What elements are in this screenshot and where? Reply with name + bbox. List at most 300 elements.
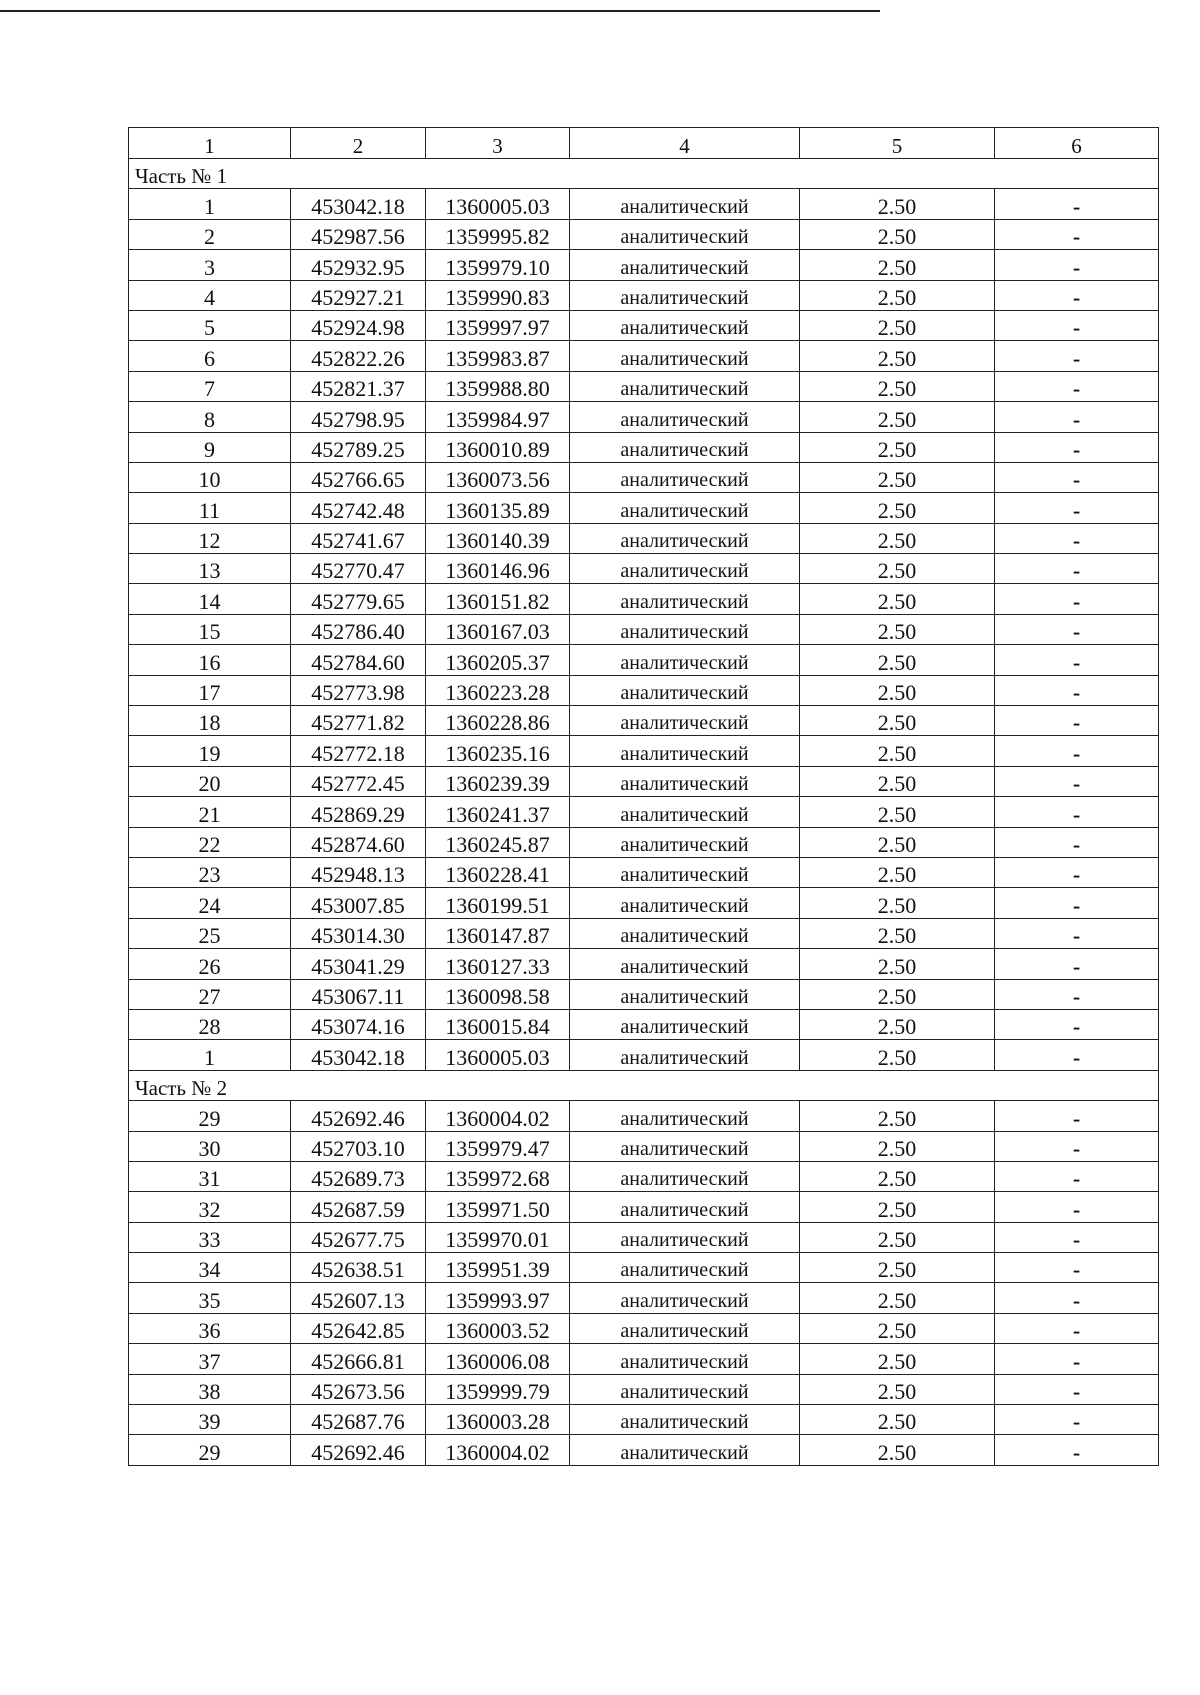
x-coordinate-cell: 452742.48	[291, 493, 426, 523]
method-cell: аналитический	[570, 250, 800, 280]
table-row	[129, 1313, 1159, 1343]
description-cell: -	[995, 1435, 1159, 1465]
y-coordinate-cell: 1359990.83	[426, 280, 570, 310]
accuracy-cell: 2.50	[800, 1161, 995, 1191]
description-cell: -	[995, 189, 1159, 219]
description-cell: -	[995, 462, 1159, 492]
point-number-cell: 32	[129, 1192, 291, 1222]
accuracy-cell: 2.50	[800, 675, 995, 705]
description-cell: -	[995, 1009, 1159, 1039]
accuracy-cell: 2.50	[800, 1374, 995, 1404]
point-number-cell: 38	[129, 1374, 291, 1404]
accuracy-cell: 2.50	[800, 341, 995, 371]
point-number-cell: 8	[129, 402, 291, 432]
accuracy-cell: 2.50	[800, 645, 995, 675]
table-row	[129, 1192, 1159, 1222]
accuracy-cell: 2.50	[800, 493, 995, 523]
y-coordinate-cell: 1360147.87	[426, 918, 570, 948]
table-row	[129, 797, 1159, 827]
accuracy-cell: 2.50	[800, 979, 995, 1009]
point-number-cell: 22	[129, 827, 291, 857]
accuracy-cell: 2.50	[800, 584, 995, 614]
point-number-cell: 31	[129, 1161, 291, 1191]
table-row	[129, 1161, 1159, 1191]
point-number-cell: 12	[129, 523, 291, 553]
description-cell: -	[995, 432, 1159, 462]
point-number-cell: 1	[129, 189, 291, 219]
method-cell: аналитический	[570, 1313, 800, 1343]
table-row	[129, 402, 1159, 432]
accuracy-cell: 2.50	[800, 827, 995, 857]
method-cell: аналитический	[570, 857, 800, 887]
description-cell: -	[995, 1161, 1159, 1191]
y-coordinate-cell: 1359979.47	[426, 1131, 570, 1161]
accuracy-cell: 2.50	[800, 1405, 995, 1435]
description-cell: -	[995, 797, 1159, 827]
method-cell: аналитический	[570, 675, 800, 705]
x-coordinate-cell: 452987.56	[291, 219, 426, 249]
accuracy-cell: 2.50	[800, 1101, 995, 1131]
description-cell: -	[995, 979, 1159, 1009]
point-number-cell: 39	[129, 1405, 291, 1435]
x-coordinate-cell: 452822.26	[291, 341, 426, 371]
table-row	[129, 584, 1159, 614]
x-coordinate-cell: 452638.51	[291, 1253, 426, 1283]
method-cell: аналитический	[570, 979, 800, 1009]
x-coordinate-cell: 452779.65	[291, 584, 426, 614]
table-row	[129, 1222, 1159, 1252]
y-coordinate-cell: 1360010.89	[426, 432, 570, 462]
point-number-cell: 35	[129, 1283, 291, 1313]
description-cell: -	[995, 219, 1159, 249]
description-cell: -	[995, 706, 1159, 736]
method-cell: аналитический	[570, 614, 800, 644]
table-row	[129, 645, 1159, 675]
description-cell: -	[995, 1313, 1159, 1343]
description-cell: -	[995, 1192, 1159, 1222]
description-cell: -	[995, 584, 1159, 614]
point-number-cell: 25	[129, 918, 291, 948]
accuracy-cell: 2.50	[800, 1192, 995, 1222]
accuracy-cell: 2.50	[800, 371, 995, 401]
y-coordinate-cell: 1360146.96	[426, 554, 570, 584]
description-cell: -	[995, 554, 1159, 584]
method-cell: аналитический	[570, 736, 800, 766]
point-number-cell: 15	[129, 614, 291, 644]
column-number-row	[129, 128, 1159, 159]
method-cell: аналитический	[570, 766, 800, 796]
accuracy-cell: 2.50	[800, 1435, 995, 1465]
description-cell: -	[995, 1222, 1159, 1252]
y-coordinate-cell: 1359971.50	[426, 1192, 570, 1222]
y-coordinate-cell: 1360241.37	[426, 797, 570, 827]
point-number-cell: 1	[129, 1040, 291, 1070]
table-row	[129, 949, 1159, 979]
y-coordinate-cell: 1360003.28	[426, 1405, 570, 1435]
y-coordinate-cell: 1359995.82	[426, 219, 570, 249]
point-number-cell: 14	[129, 584, 291, 614]
part-title: Часть № 2	[129, 1070, 1159, 1100]
accuracy-cell: 2.50	[800, 706, 995, 736]
table-row	[129, 341, 1159, 371]
method-cell: аналитический	[570, 310, 800, 340]
method-cell: аналитический	[570, 827, 800, 857]
point-number-cell: 13	[129, 554, 291, 584]
accuracy-cell: 2.50	[800, 766, 995, 796]
point-number-cell: 4	[129, 280, 291, 310]
point-number-cell: 29	[129, 1101, 291, 1131]
method-cell: аналитический	[570, 189, 800, 219]
method-cell: аналитический	[570, 219, 800, 249]
y-coordinate-cell: 1359993.97	[426, 1283, 570, 1313]
x-coordinate-cell: 452789.25	[291, 432, 426, 462]
table-row	[129, 1253, 1159, 1283]
accuracy-cell: 2.50	[800, 189, 995, 219]
table-row	[129, 1101, 1159, 1131]
method-cell: аналитический	[570, 1161, 800, 1191]
x-coordinate-cell: 453074.16	[291, 1009, 426, 1039]
method-cell: аналитический	[570, 554, 800, 584]
method-cell: аналитический	[570, 280, 800, 310]
y-coordinate-cell: 1359970.01	[426, 1222, 570, 1252]
y-coordinate-cell: 1360006.08	[426, 1344, 570, 1374]
point-number-cell: 9	[129, 432, 291, 462]
point-number-cell: 29	[129, 1435, 291, 1465]
table-row	[129, 462, 1159, 492]
description-cell: -	[995, 1405, 1159, 1435]
accuracy-cell: 2.50	[800, 857, 995, 887]
method-cell: аналитический	[570, 1253, 800, 1283]
column-number-4: 4	[570, 128, 800, 159]
description-cell: -	[995, 675, 1159, 705]
x-coordinate-cell: 452786.40	[291, 614, 426, 644]
accuracy-cell: 2.50	[800, 523, 995, 553]
table-row	[129, 1374, 1159, 1404]
accuracy-cell: 2.50	[800, 432, 995, 462]
y-coordinate-cell: 1359999.79	[426, 1374, 570, 1404]
method-cell: аналитический	[570, 432, 800, 462]
table-row	[129, 766, 1159, 796]
method-cell: аналитический	[570, 645, 800, 675]
point-number-cell: 6	[129, 341, 291, 371]
y-coordinate-cell: 1359951.39	[426, 1253, 570, 1283]
coordinates-table	[128, 127, 1159, 1466]
y-coordinate-cell: 1359984.97	[426, 402, 570, 432]
x-coordinate-cell: 452687.59	[291, 1192, 426, 1222]
x-coordinate-cell: 452948.13	[291, 857, 426, 887]
x-coordinate-cell: 452692.46	[291, 1101, 426, 1131]
point-number-cell: 11	[129, 493, 291, 523]
point-number-cell: 30	[129, 1131, 291, 1161]
point-number-cell: 20	[129, 766, 291, 796]
description-cell: -	[995, 888, 1159, 918]
y-coordinate-cell: 1359988.80	[426, 371, 570, 401]
description-cell: -	[995, 1040, 1159, 1070]
point-number-cell: 16	[129, 645, 291, 675]
table-row	[129, 1435, 1159, 1465]
table-row	[129, 280, 1159, 310]
method-cell: аналитический	[570, 1405, 800, 1435]
y-coordinate-cell: 1360228.41	[426, 857, 570, 887]
x-coordinate-cell: 452692.46	[291, 1435, 426, 1465]
y-coordinate-cell: 1359983.87	[426, 341, 570, 371]
x-coordinate-cell: 452741.67	[291, 523, 426, 553]
point-number-cell: 7	[129, 371, 291, 401]
part-heading-row	[129, 159, 1159, 189]
method-cell: аналитический	[570, 1222, 800, 1252]
description-cell: -	[995, 310, 1159, 340]
y-coordinate-cell: 1360127.33	[426, 949, 570, 979]
y-coordinate-cell: 1360245.87	[426, 827, 570, 857]
part-title: Часть № 1	[129, 159, 1159, 189]
description-cell: -	[995, 1253, 1159, 1283]
y-coordinate-cell: 1360003.52	[426, 1313, 570, 1343]
description-cell: -	[995, 1101, 1159, 1131]
accuracy-cell: 2.50	[800, 280, 995, 310]
point-number-cell: 28	[129, 1009, 291, 1039]
accuracy-cell: 2.50	[800, 1009, 995, 1039]
method-cell: аналитический	[570, 949, 800, 979]
accuracy-cell: 2.50	[800, 1040, 995, 1070]
point-number-cell: 26	[129, 949, 291, 979]
description-cell: -	[995, 918, 1159, 948]
description-cell: -	[995, 949, 1159, 979]
method-cell: аналитический	[570, 888, 800, 918]
x-coordinate-cell: 452703.10	[291, 1131, 426, 1161]
table-row	[129, 706, 1159, 736]
point-number-cell: 19	[129, 736, 291, 766]
description-cell: -	[995, 857, 1159, 887]
y-coordinate-cell: 1360135.89	[426, 493, 570, 523]
point-number-cell: 5	[129, 310, 291, 340]
table-row	[129, 1009, 1159, 1039]
table-row	[129, 614, 1159, 644]
method-cell: аналитический	[570, 462, 800, 492]
y-coordinate-cell: 1359979.10	[426, 250, 570, 280]
x-coordinate-cell: 453041.29	[291, 949, 426, 979]
column-number-5: 5	[800, 128, 995, 159]
x-coordinate-cell: 452770.47	[291, 554, 426, 584]
point-number-cell: 34	[129, 1253, 291, 1283]
y-coordinate-cell: 1360205.37	[426, 645, 570, 675]
point-number-cell: 37	[129, 1344, 291, 1374]
y-coordinate-cell: 1360005.03	[426, 189, 570, 219]
coordinates-sheet	[128, 127, 1158, 1466]
accuracy-cell: 2.50	[800, 1344, 995, 1374]
description-cell: -	[995, 341, 1159, 371]
table-row	[129, 189, 1159, 219]
table-row	[129, 1283, 1159, 1313]
accuracy-cell: 2.50	[800, 1253, 995, 1283]
accuracy-cell: 2.50	[800, 310, 995, 340]
point-number-cell: 2	[129, 219, 291, 249]
accuracy-cell: 2.50	[800, 402, 995, 432]
method-cell: аналитический	[570, 523, 800, 553]
table-row	[129, 1131, 1159, 1161]
accuracy-cell: 2.50	[800, 614, 995, 644]
y-coordinate-cell: 1360098.58	[426, 979, 570, 1009]
x-coordinate-cell: 452773.98	[291, 675, 426, 705]
x-coordinate-cell: 452798.95	[291, 402, 426, 432]
table-row	[129, 219, 1159, 249]
table-row	[129, 250, 1159, 280]
x-coordinate-cell: 452771.82	[291, 706, 426, 736]
accuracy-cell: 2.50	[800, 949, 995, 979]
method-cell: аналитический	[570, 1040, 800, 1070]
table-row	[129, 371, 1159, 401]
accuracy-cell: 2.50	[800, 918, 995, 948]
method-cell: аналитический	[570, 706, 800, 736]
table-row	[129, 736, 1159, 766]
x-coordinate-cell: 452689.73	[291, 1161, 426, 1191]
x-coordinate-cell: 453067.11	[291, 979, 426, 1009]
point-number-cell: 24	[129, 888, 291, 918]
x-coordinate-cell: 452677.75	[291, 1222, 426, 1252]
description-cell: -	[995, 1283, 1159, 1313]
method-cell: аналитический	[570, 1192, 800, 1222]
accuracy-cell: 2.50	[800, 1131, 995, 1161]
accuracy-cell: 2.50	[800, 1313, 995, 1343]
y-coordinate-cell: 1359972.68	[426, 1161, 570, 1191]
y-coordinate-cell: 1360167.03	[426, 614, 570, 644]
accuracy-cell: 2.50	[800, 1283, 995, 1313]
x-coordinate-cell: 452673.56	[291, 1374, 426, 1404]
table-row	[129, 554, 1159, 584]
accuracy-cell: 2.50	[800, 554, 995, 584]
accuracy-cell: 2.50	[800, 219, 995, 249]
y-coordinate-cell: 1360140.39	[426, 523, 570, 553]
description-cell: -	[995, 280, 1159, 310]
description-cell: -	[995, 523, 1159, 553]
table-row	[129, 827, 1159, 857]
method-cell: аналитический	[570, 1283, 800, 1313]
description-cell: -	[995, 1344, 1159, 1374]
table-row	[129, 1405, 1159, 1435]
method-cell: аналитический	[570, 341, 800, 371]
x-coordinate-cell: 452874.60	[291, 827, 426, 857]
column-number-2: 2	[291, 128, 426, 159]
table-row	[129, 523, 1159, 553]
accuracy-cell: 2.50	[800, 736, 995, 766]
table-row	[129, 979, 1159, 1009]
method-cell: аналитический	[570, 1101, 800, 1131]
table-row	[129, 493, 1159, 523]
x-coordinate-cell: 452607.13	[291, 1283, 426, 1313]
top-rule	[0, 10, 880, 12]
point-number-cell: 27	[129, 979, 291, 1009]
y-coordinate-cell: 1360235.16	[426, 736, 570, 766]
description-cell: -	[995, 645, 1159, 675]
description-cell: -	[995, 1131, 1159, 1161]
point-number-cell: 3	[129, 250, 291, 280]
y-coordinate-cell: 1360073.56	[426, 462, 570, 492]
y-coordinate-cell: 1360005.03	[426, 1040, 570, 1070]
x-coordinate-cell: 452642.85	[291, 1313, 426, 1343]
method-cell: аналитический	[570, 918, 800, 948]
method-cell: аналитический	[570, 1435, 800, 1465]
table-row	[129, 1344, 1159, 1374]
accuracy-cell: 2.50	[800, 797, 995, 827]
y-coordinate-cell: 1360239.39	[426, 766, 570, 796]
y-coordinate-cell: 1359997.97	[426, 310, 570, 340]
column-number-3: 3	[426, 128, 570, 159]
x-coordinate-cell: 453042.18	[291, 189, 426, 219]
y-coordinate-cell: 1360015.84	[426, 1009, 570, 1039]
column-number-1: 1	[129, 128, 291, 159]
description-cell: -	[995, 827, 1159, 857]
method-cell: аналитический	[570, 797, 800, 827]
x-coordinate-cell: 452869.29	[291, 797, 426, 827]
table-row	[129, 310, 1159, 340]
y-coordinate-cell: 1360228.86	[426, 706, 570, 736]
y-coordinate-cell: 1360004.02	[426, 1435, 570, 1465]
table-row	[129, 918, 1159, 948]
point-number-cell: 33	[129, 1222, 291, 1252]
x-coordinate-cell: 452772.45	[291, 766, 426, 796]
method-cell: аналитический	[570, 402, 800, 432]
method-cell: аналитический	[570, 1374, 800, 1404]
accuracy-cell: 2.50	[800, 1222, 995, 1252]
x-coordinate-cell: 453007.85	[291, 888, 426, 918]
point-number-cell: 36	[129, 1313, 291, 1343]
y-coordinate-cell: 1360199.51	[426, 888, 570, 918]
accuracy-cell: 2.50	[800, 888, 995, 918]
method-cell: аналитический	[570, 1131, 800, 1161]
column-number-6: 6	[995, 128, 1159, 159]
x-coordinate-cell: 452772.18	[291, 736, 426, 766]
table-body	[129, 128, 1159, 1466]
description-cell: -	[995, 1374, 1159, 1404]
description-cell: -	[995, 493, 1159, 523]
y-coordinate-cell: 1360004.02	[426, 1101, 570, 1131]
method-cell: аналитический	[570, 1009, 800, 1039]
method-cell: аналитический	[570, 493, 800, 523]
x-coordinate-cell: 452927.21	[291, 280, 426, 310]
table-row	[129, 1040, 1159, 1070]
x-coordinate-cell: 452924.98	[291, 310, 426, 340]
x-coordinate-cell: 452666.81	[291, 1344, 426, 1374]
x-coordinate-cell: 452687.76	[291, 1405, 426, 1435]
x-coordinate-cell: 453014.30	[291, 918, 426, 948]
point-number-cell: 17	[129, 675, 291, 705]
table-row	[129, 888, 1159, 918]
x-coordinate-cell: 452821.37	[291, 371, 426, 401]
point-number-cell: 23	[129, 857, 291, 887]
description-cell: -	[995, 371, 1159, 401]
description-cell: -	[995, 402, 1159, 432]
y-coordinate-cell: 1360151.82	[426, 584, 570, 614]
x-coordinate-cell: 452784.60	[291, 645, 426, 675]
point-number-cell: 21	[129, 797, 291, 827]
accuracy-cell: 2.50	[800, 250, 995, 280]
description-cell: -	[995, 614, 1159, 644]
table-row	[129, 857, 1159, 887]
method-cell: аналитический	[570, 1344, 800, 1374]
point-number-cell: 10	[129, 462, 291, 492]
x-coordinate-cell: 453042.18	[291, 1040, 426, 1070]
method-cell: аналитический	[570, 584, 800, 614]
accuracy-cell: 2.50	[800, 462, 995, 492]
method-cell: аналитический	[570, 371, 800, 401]
x-coordinate-cell: 452766.65	[291, 462, 426, 492]
description-cell: -	[995, 736, 1159, 766]
y-coordinate-cell: 1360223.28	[426, 675, 570, 705]
table-row	[129, 432, 1159, 462]
table-row	[129, 675, 1159, 705]
description-cell: -	[995, 250, 1159, 280]
x-coordinate-cell: 452932.95	[291, 250, 426, 280]
part-heading-row	[129, 1070, 1159, 1100]
